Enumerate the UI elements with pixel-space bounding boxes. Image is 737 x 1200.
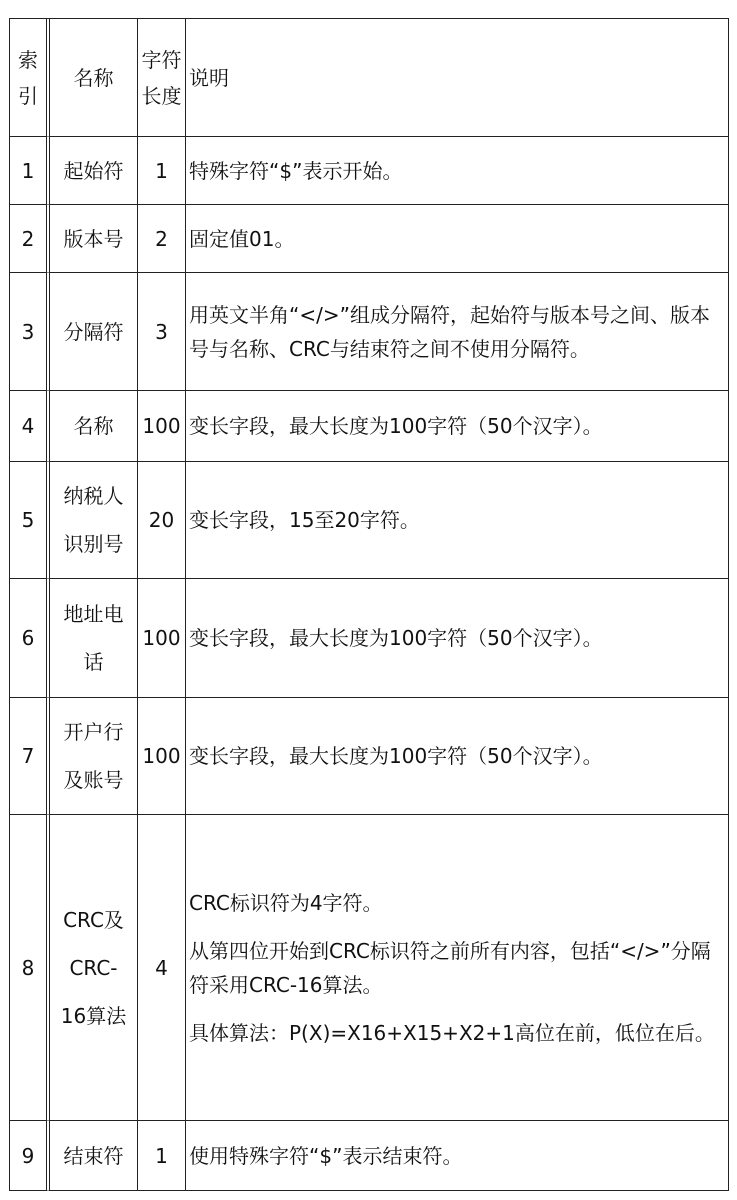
cell-description bbox=[186, 579, 729, 698]
description-paragraph: CRC标识符为4字符。 bbox=[189, 890, 383, 915]
cell-description bbox=[186, 205, 729, 273]
cell-name bbox=[50, 815, 138, 1121]
cell-name-line: 纳税人 bbox=[63, 484, 124, 508]
table-row bbox=[10, 391, 729, 462]
cell-name bbox=[50, 205, 138, 273]
field-spec-table bbox=[9, 18, 729, 1191]
cell-name-line: 开户行 bbox=[63, 720, 124, 744]
cell-name-line: 版本号 bbox=[63, 226, 124, 251]
cell-name-line: 及账号 bbox=[63, 768, 124, 792]
cell-description bbox=[186, 273, 729, 391]
header-desc: 说明 bbox=[186, 19, 729, 137]
header-name: 名称 bbox=[50, 19, 138, 137]
table-row bbox=[10, 815, 729, 1121]
cell-index: 6 bbox=[10, 579, 50, 698]
cell-length: 3 bbox=[138, 273, 186, 391]
cell-index: 2 bbox=[10, 205, 50, 273]
cell-index: 1 bbox=[10, 137, 50, 205]
cell-index: 8 bbox=[10, 815, 50, 1121]
table-body bbox=[10, 137, 729, 1191]
cell-name bbox=[50, 579, 138, 698]
table-row bbox=[10, 137, 729, 205]
cell-description bbox=[186, 462, 729, 579]
description-paragraph: 固定值01。 bbox=[189, 226, 295, 251]
header-index-line: 引 bbox=[18, 83, 38, 108]
description-paragraph: 变长字段，最大长度为100字符（50个汉字）。 bbox=[189, 626, 603, 650]
cell-name bbox=[50, 273, 138, 391]
cell-length: 100 bbox=[138, 391, 186, 462]
cell-name-line: CRC- bbox=[69, 955, 118, 980]
cell-name bbox=[50, 391, 138, 462]
cell-name-line: 识别号 bbox=[63, 532, 124, 556]
table-row bbox=[10, 205, 729, 273]
cell-length: 2 bbox=[138, 205, 186, 273]
cell-name bbox=[50, 698, 138, 815]
cell-name-line: 名称 bbox=[73, 414, 114, 438]
description-paragraph: 具体算法：P(X)=X16+X15+X2+1高位在前，低位在后。 bbox=[189, 1020, 715, 1045]
header-index bbox=[10, 19, 50, 137]
table-row bbox=[10, 462, 729, 579]
cell-length: 1 bbox=[138, 137, 186, 205]
cell-length: 20 bbox=[138, 462, 186, 579]
description-paragraph: 变长字段，最大长度为100字符（50个汉字）。 bbox=[189, 744, 603, 768]
description-paragraph: 变长字段，15至20字符。 bbox=[189, 508, 420, 532]
table-row bbox=[10, 579, 729, 698]
cell-name bbox=[50, 1121, 138, 1191]
cell-description bbox=[186, 391, 729, 462]
cell-name-line: 起始符 bbox=[63, 158, 124, 183]
description-paragraph: 使用特殊字符“$”表示结束符。 bbox=[189, 1143, 463, 1168]
cell-length: 100 bbox=[138, 698, 186, 815]
table-row bbox=[10, 698, 729, 815]
cell-description bbox=[186, 698, 729, 815]
header-length-line: 字符 bbox=[141, 47, 182, 72]
header-length bbox=[138, 19, 186, 137]
cell-index: 3 bbox=[10, 273, 50, 391]
cell-length: 1 bbox=[138, 1121, 186, 1191]
cell-index: 4 bbox=[10, 391, 50, 462]
description-paragraph: 特殊字符“$”表示开始。 bbox=[189, 158, 403, 183]
cell-description bbox=[186, 137, 729, 205]
header-length-line: 长度 bbox=[141, 83, 182, 108]
header-index-line: 索 bbox=[18, 47, 38, 72]
cell-description bbox=[186, 815, 729, 1121]
cell-name-line: 结束符 bbox=[63, 1143, 124, 1168]
cell-index: 5 bbox=[10, 462, 50, 579]
table-row bbox=[10, 273, 729, 391]
cell-name-line: CRC及 bbox=[63, 907, 124, 932]
cell-name-line: 地址电 bbox=[63, 602, 124, 626]
cell-length: 4 bbox=[138, 815, 186, 1121]
cell-length: 100 bbox=[138, 579, 186, 698]
table-header-row bbox=[10, 19, 729, 137]
description-paragraph: 从第四位开始到CRC标识符之前所有内容，包括“</>”分隔符采用CRC-16算法。 bbox=[189, 938, 711, 997]
cell-name-line: 话 bbox=[83, 650, 104, 674]
cell-index: 7 bbox=[10, 698, 50, 815]
cell-name-line: 16算法 bbox=[60, 1003, 127, 1028]
description-paragraph: 用英文半角“</>”组成分隔符，起始符与版本号之间、版本号与名称、CRC与结束符之间不使用分隔符。 bbox=[189, 302, 710, 361]
description-paragraph: 变长字段，最大长度为100字符（50个汉字）。 bbox=[189, 414, 603, 438]
cell-name-line: 分隔符 bbox=[63, 319, 124, 344]
cell-description bbox=[186, 1121, 729, 1191]
table-row bbox=[10, 1121, 729, 1191]
cell-index: 9 bbox=[10, 1121, 50, 1191]
cell-name bbox=[50, 137, 138, 205]
cell-name bbox=[50, 462, 138, 579]
